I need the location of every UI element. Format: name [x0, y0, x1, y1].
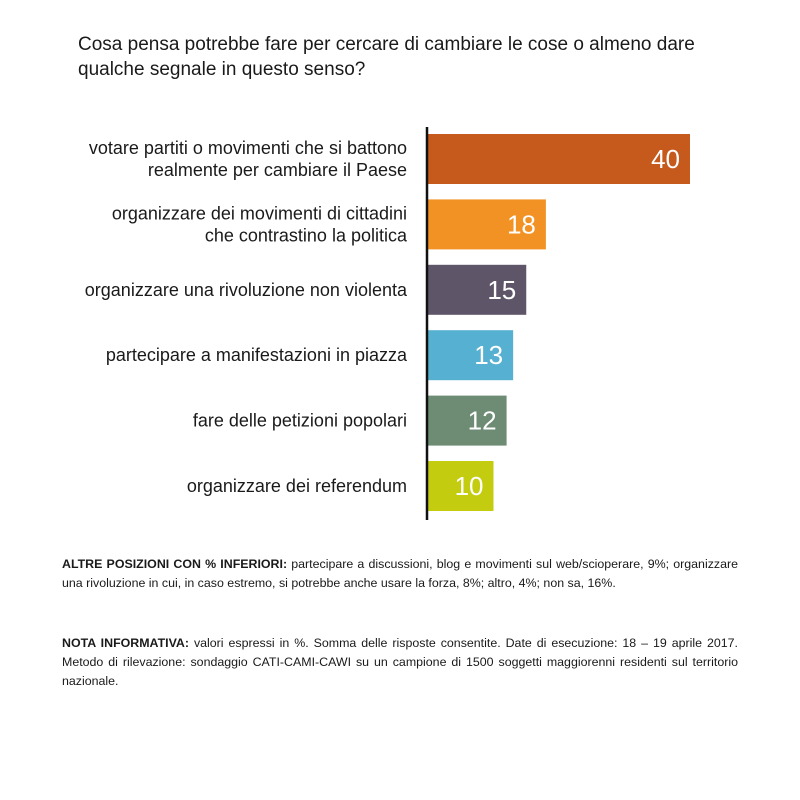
category-label: votare partiti o movimenti che si battono [88, 138, 407, 158]
bar-value-label: 13 [474, 340, 504, 371]
info-note [62, 634, 738, 691]
bar-row [187, 461, 494, 511]
bar-row [89, 134, 690, 184]
other-positions-text: partecipare a discussioni, blog e movimenti sul web/scioperare, 9%; organizzare una rivoluzione in cui, in caso estremo, si potrebbe anche usare la forza, 8%; altro, 4%; non sa, 16%. [62, 557, 738, 590]
bar-row [112, 199, 546, 249]
other-positions-note [62, 555, 738, 593]
category-label: che contrastino la politica [204, 225, 407, 246]
chart-title: Cosa pensa potrebbe fare per cercare di cambiare le cose o almeno dare qualche segnale in questo senso? [78, 34, 695, 80]
bar-value-label: 40 [651, 144, 680, 174]
info-note-text: valori espressi in %. Somma delle risposte consentite. Date di esecuzione: 18 – 19 aprile 2017. Metodo di rilevazione: sondaggio CATI-CAMI-CAWI su un campione di 1500 soggetti maggiorenni residenti sul territorio nazionale. [62, 636, 738, 688]
info-note-label: NOTA INFORMATIVA: [62, 636, 189, 650]
category-label: organizzare una rivoluzione non violenta [84, 279, 407, 300]
bar-value-label: 12 [467, 405, 497, 436]
other-positions-label: ALTRE POSIZIONI CON % INFERIORI: [62, 557, 288, 571]
category-label: realmente per cambiare il Paese [147, 160, 407, 180]
bar-value-label: 15 [487, 274, 517, 305]
category-label: fare delle petizioni popolari [192, 410, 407, 431]
bar-row [85, 265, 526, 315]
category-label: organizzare dei referendum [186, 476, 407, 496]
category-label: organizzare dei movimenti di cittadini [111, 203, 407, 224]
bar-value-label: 18 [506, 209, 536, 240]
bar-row [193, 396, 507, 446]
bar-row [106, 330, 513, 380]
category-label: partecipare a manifestazioni in piazza [105, 345, 407, 366]
bar-value-label: 10 [454, 471, 484, 501]
